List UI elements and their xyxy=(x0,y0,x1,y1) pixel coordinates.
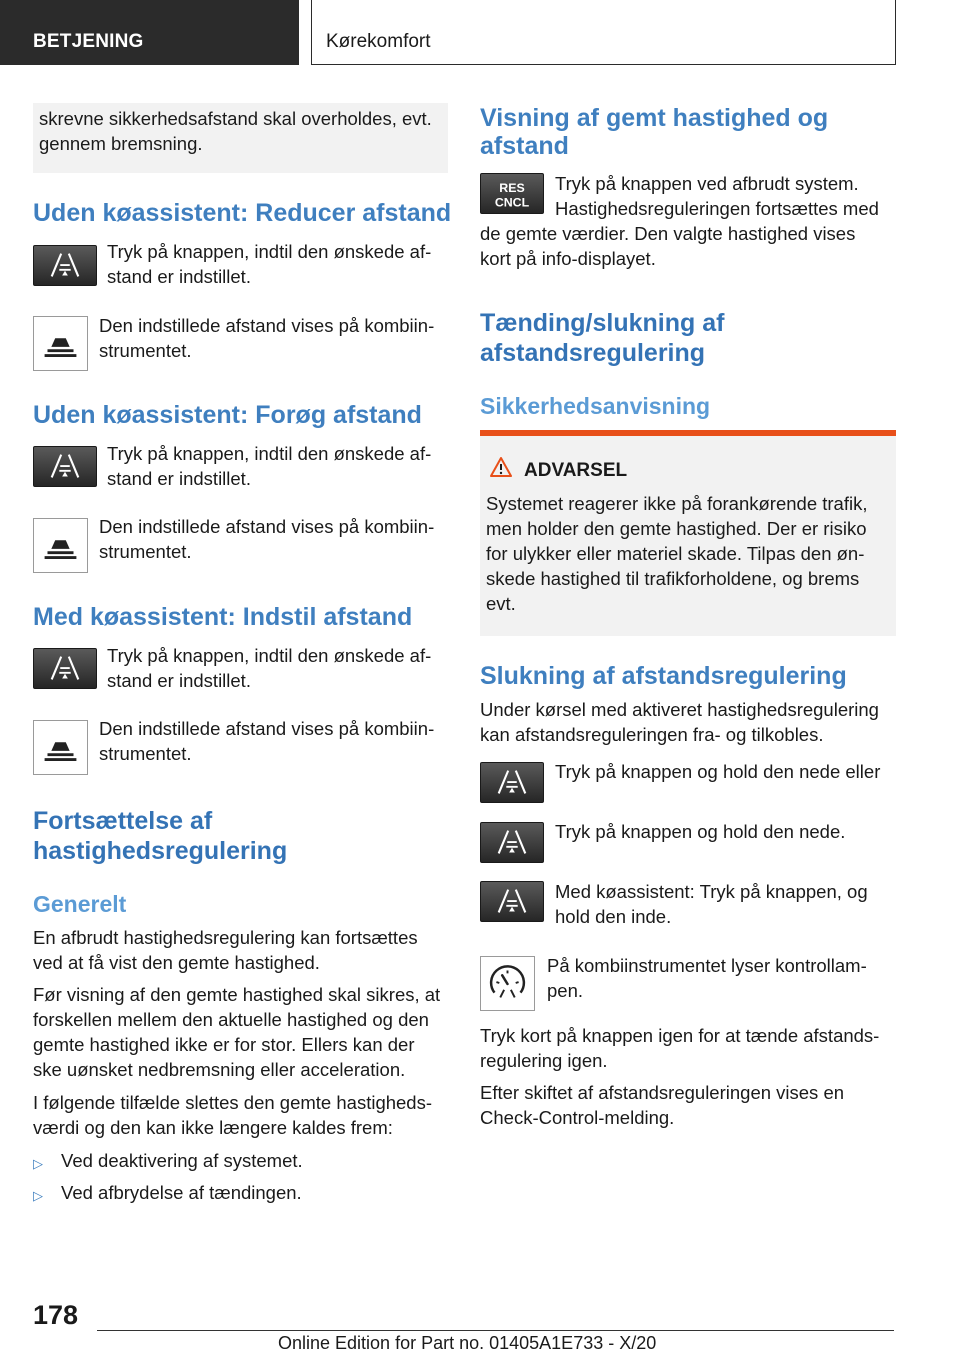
res-cncl-button-icon xyxy=(480,173,544,214)
s1-indicator-text-1: Den indstillede afstand vises på kombiin- xyxy=(99,315,435,336)
distance-indicator-icon xyxy=(33,518,88,573)
switch-off-p1-2: regulering igen. xyxy=(480,1050,608,1071)
section-title-switch-off: Slukning af afstandsregulering xyxy=(480,662,847,690)
show-saved-text-1: de gemte værdier. Den valgte hastighed vises xyxy=(480,223,856,244)
s1-button-text-1: Tryk på knappen, indtil den ønskede af- xyxy=(107,241,432,262)
svg-text:CNCL: CNCL xyxy=(494,195,530,210)
warning-text-3: for ulykker eller materiel skade. Tilpas den øn- xyxy=(486,543,865,564)
switch-off-p2-2: Check-Control-melding. xyxy=(480,1107,675,1128)
distance-button-icon xyxy=(480,822,544,863)
switch-off-intro-2: kan afstandsreguleringen fra- og tilkobles. xyxy=(480,724,824,745)
bullet-item xyxy=(33,1180,448,1205)
svg-text:RES: RES xyxy=(499,181,525,196)
general-p3-line-2: værdi og den kan ikke længere kaldes frem: xyxy=(33,1117,393,1138)
section-title-increase-distance: Uden køassistent: Forøg afstand xyxy=(33,401,422,429)
triangle-bullet-icon: ▷ xyxy=(33,1188,43,1203)
warning-text-5: evt. xyxy=(486,593,516,614)
section-title-toggle-line-2: afstandsregulering xyxy=(480,339,706,367)
general-p2-line-2: forskellen mellem den aktuelle hastighed og den xyxy=(33,1009,429,1030)
bullet-item xyxy=(33,1148,448,1173)
section-tab: BETJENING xyxy=(0,0,299,65)
page-number: 178 xyxy=(33,1300,79,1330)
indicator-lamp-text-1: På kombiinstrumentet lyser kontrollam- xyxy=(547,955,867,976)
bullet-text: Ved deaktivering af systemet. xyxy=(61,1150,303,1171)
s2-indicator-text-1: Den indstillede afstand vises på kombiin- xyxy=(99,516,435,537)
general-p2-line-3: gemte hastighed ikke er for stor. Ellers kan der xyxy=(33,1034,415,1055)
intro-note-line-2: gennem bremsning. xyxy=(39,133,203,154)
general-p3-line-1: I følgende tilfælde slettes den gemte hastigheds- xyxy=(33,1092,433,1113)
s2-indicator-text-2: strumentet. xyxy=(99,541,192,562)
distance-button-icon xyxy=(33,446,97,487)
general-p1-line-2: ved at få vist den gemte hastighed. xyxy=(33,952,320,973)
section-title-reduce-distance: Uden køassistent: Reducer afstand xyxy=(33,199,452,227)
section-title-toggle-line-1: Tænding/slukning af xyxy=(480,309,725,337)
section-title-show-saved-line-1: Visning af gemt hastighed og xyxy=(480,104,829,132)
subtitle-safety: Sikkerhedsanvisning xyxy=(480,393,711,419)
subtitle-general: Generelt xyxy=(33,891,127,917)
distance-button-icon xyxy=(33,648,97,689)
general-p2-line-4: ske uønsket nedbremsning eller acceleration. xyxy=(33,1059,406,1080)
s1-button-text-2: stand er indstillet. xyxy=(107,266,251,287)
footer-edition: Online Edition for Part no. 01405A1E733 - X/20 xyxy=(278,1333,657,1353)
section-title-resume-line-2: hastighedsregulering xyxy=(33,837,288,865)
switch-off-p1-1: Tryk kort på knappen igen for at tænde afstands- xyxy=(480,1025,880,1046)
switch-off-b1: Tryk på knappen og hold den nede eller xyxy=(555,761,881,782)
section-title-set-distance: Med køassistent: Indstil afstand xyxy=(33,603,413,631)
s3-indicator-text-1: Den indstillede afstand vises på kombiin- xyxy=(99,718,435,739)
s3-indicator-text-2: strumentet. xyxy=(99,743,192,764)
s1-indicator-text-2: strumentet. xyxy=(99,340,192,361)
s3-button-text-2: stand er indstillet. xyxy=(107,670,251,691)
section-title-resume-line-1: Fortsættelse af xyxy=(33,807,213,835)
distance-button-icon xyxy=(480,762,544,803)
s2-button-text-2: stand er indstillet. xyxy=(107,468,251,489)
general-p1-line-1: En afbrudt hastighedsregulering kan fortsættes xyxy=(33,927,418,948)
distance-indicator-icon xyxy=(33,316,88,371)
chapter-title: Kørekomfort xyxy=(311,0,896,65)
triangle-bullet-icon: ▷ xyxy=(33,1156,43,1171)
switch-off-p2-1: Efter skiftet af afstandsreguleringen vises en xyxy=(480,1082,845,1103)
indicator-lamp-text-2: pen. xyxy=(547,980,584,1001)
bullet-text: Ved afbrydelse af tændingen. xyxy=(61,1182,302,1203)
show-saved-btn-text-1: Tryk på knappen ved afbrudt system. xyxy=(555,173,859,194)
warning-title: ADVARSEL xyxy=(524,460,628,481)
switch-off-intro-1: Under kørsel med aktiveret hastighedsregulering xyxy=(480,699,879,720)
distance-button-icon xyxy=(480,881,544,922)
distance-button-icon xyxy=(33,245,97,286)
show-saved-btn-text-2: Hastighedsreguleringen fortsættes med xyxy=(555,198,879,219)
footer-divider xyxy=(97,1330,894,1331)
general-p2-line-1: Før visning af den gemte hastighed skal sikres, at xyxy=(33,984,441,1005)
switch-off-b3-1: Med køassistent: Tryk på knappen, og xyxy=(555,881,868,902)
warning-triangle-icon xyxy=(489,456,513,478)
warning-text-1: Systemet reagerer ikke på forankørende trafik, xyxy=(486,493,868,514)
warning-text-2: men holder den gemte hastighed. Der er risiko xyxy=(486,518,867,539)
switch-off-b3-2: hold den inde. xyxy=(555,906,672,927)
speedometer-indicator-icon xyxy=(480,956,535,1011)
warning-text-4: skede hastighed til trafikforholdene, og brems xyxy=(486,568,860,589)
s2-button-text-1: Tryk på knappen, indtil den ønskede af- xyxy=(107,443,432,464)
s3-button-text-1: Tryk på knappen, indtil den ønskede af- xyxy=(107,645,432,666)
intro-note-line-1: skrevne sikkerhedsafstand skal overholdes, evt. xyxy=(39,108,432,129)
distance-indicator-icon xyxy=(33,720,88,775)
section-title-show-saved-line-2: afstand xyxy=(480,132,569,160)
show-saved-text-2: kort på info-displayet. xyxy=(480,248,656,269)
switch-off-b2: Tryk på knappen og hold den nede. xyxy=(555,821,846,842)
